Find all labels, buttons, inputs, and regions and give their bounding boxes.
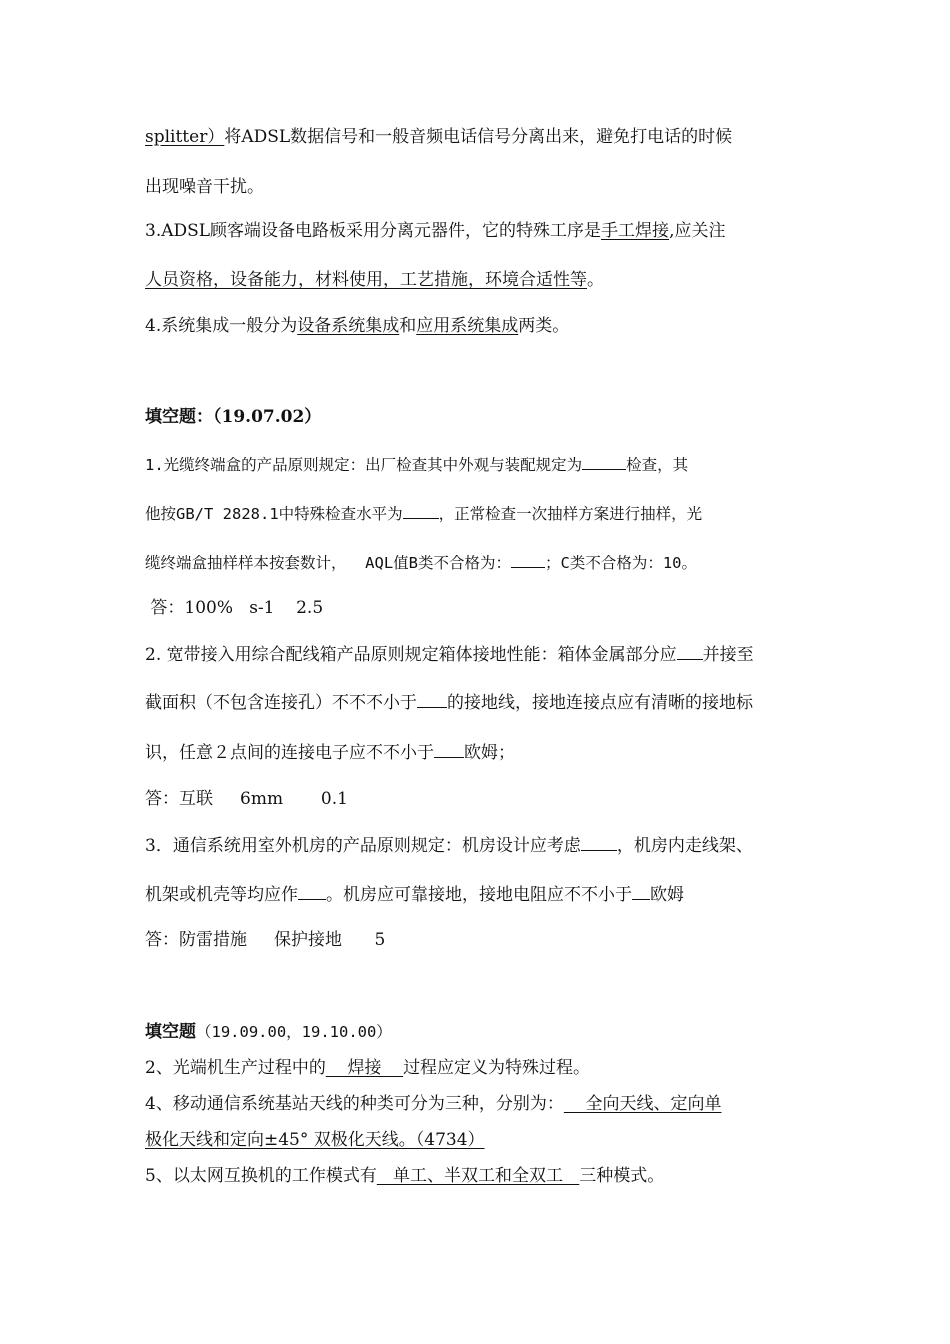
- text: 检查，其: [626, 456, 689, 474]
- text: 三种模式。: [579, 1166, 665, 1186]
- fill-blank: [298, 883, 326, 900]
- question-line: [145, 1165, 664, 1187]
- text: 的接地线，接地连接点应有清晰的接地标: [447, 693, 753, 713]
- answer-underlined: 单工、半双工和全双工: [376, 1166, 580, 1186]
- fill-blank: [403, 502, 439, 519]
- question-line: [145, 1093, 721, 1115]
- answer-line: 答：100% s-1 2.5: [145, 598, 324, 618]
- question-line: [145, 453, 688, 476]
- paragraph-line: [145, 220, 725, 242]
- text: 两类。: [518, 316, 570, 336]
- answer-line: 答：防雷措施 保护接地 5: [145, 930, 386, 950]
- fill-blank: [434, 741, 464, 758]
- question-line: [145, 1129, 485, 1151]
- fill-blank: [677, 643, 703, 660]
- question-line: [145, 741, 515, 764]
- question-line: [145, 643, 754, 666]
- fill-blank: [511, 551, 545, 568]
- answer-underlined: 极化天线和定向±45° 双极化天线。（4734）: [145, 1130, 485, 1150]
- heading-date: （19.09.00，19.10.00）: [196, 1023, 392, 1041]
- text: 2. 宽带接入用综合配线箱产品原则规定箱体接地性能：箱体金属部分应: [145, 645, 677, 665]
- text: 截面积（不包含连接孔）不不不小于: [145, 693, 417, 713]
- paragraph-line: 出现噪音干扰。: [145, 177, 264, 197]
- answer-line: 答：互联 6mm 0.1: [145, 789, 348, 809]
- text: 。机房应可靠接地，接地电阻应不不小于: [326, 885, 632, 905]
- answer-underlined: 焊接: [325, 1058, 404, 1078]
- text: ，正常检查一次抽样方案进行抽样，光: [438, 505, 703, 523]
- text: 3．通信系统用室外机房的产品原则规定：机房设计应考虑: [145, 836, 581, 856]
- question-line: [145, 551, 697, 574]
- question-line: [145, 691, 753, 714]
- fill-blank: [632, 883, 650, 900]
- section-heading: 填空题：（19.07.02）: [145, 407, 322, 427]
- text: 机架或机壳等均应作: [145, 885, 298, 905]
- fill-blank: [582, 453, 626, 470]
- text: 5、以太网互换机的工作模式有: [145, 1166, 377, 1186]
- text: 识，任意２点间的连接电子应不不小于: [145, 743, 434, 763]
- text: 过程应定义为特殊过程。: [403, 1058, 591, 1078]
- heading-bold: 填空题: [145, 1022, 196, 1042]
- text: ；C类不合格为：10。: [545, 554, 697, 572]
- answer-underlined: 设备系统集成: [297, 316, 400, 336]
- text: 他按GB/T 2828.1中特殊检查水平为: [145, 505, 403, 523]
- text: 并接至: [702, 645, 754, 665]
- text: 3.ADSL顾客端设备电路板采用分离元器件，它的特殊工序是: [145, 221, 602, 241]
- answer-underlined: 应用系统集成: [416, 316, 519, 336]
- question-line: [145, 502, 702, 525]
- paragraph-line: [145, 269, 604, 291]
- text: 欧姆: [650, 885, 684, 905]
- text: 4.系统集成一般分为: [145, 316, 298, 336]
- fill-blank: [581, 834, 617, 851]
- text: 4、移动通信系统基站天线的种类可分为三种，分别为：: [145, 1094, 564, 1114]
- text: ，机房内走线架、: [616, 836, 753, 856]
- section-heading: [145, 1021, 392, 1043]
- question-line: [145, 1057, 590, 1079]
- text: 缆终端盒抽样样本按套数计， AQL值B类不合格为：: [145, 554, 511, 572]
- answer-underlined: 全向天线、定向单: [563, 1094, 722, 1114]
- paragraph-line: [145, 315, 569, 337]
- text: 欧姆；: [464, 743, 515, 763]
- fill-blank: [417, 691, 447, 708]
- text: 。: [587, 270, 604, 290]
- question-line: [145, 834, 753, 857]
- text: 将ADSL数据信号和一般音频电话信号分离出来，避免打电话的时候: [224, 127, 733, 147]
- underlined-term: splitter）: [145, 127, 225, 147]
- question-line: [145, 883, 684, 906]
- paragraph-line: [145, 126, 732, 148]
- text: 2、光端机生产过程中的: [145, 1058, 326, 1078]
- text: 1.光缆终端盒的产品原则规定：出厂检查其中外观与装配规定为: [145, 456, 583, 474]
- text: 和: [399, 316, 417, 336]
- text: ,应关注: [669, 221, 726, 241]
- answer-underlined: 人员资格，设备能力，材料使用，工艺措施，环境合适性等: [145, 270, 587, 290]
- answer-underlined: 手工焊接: [601, 221, 670, 241]
